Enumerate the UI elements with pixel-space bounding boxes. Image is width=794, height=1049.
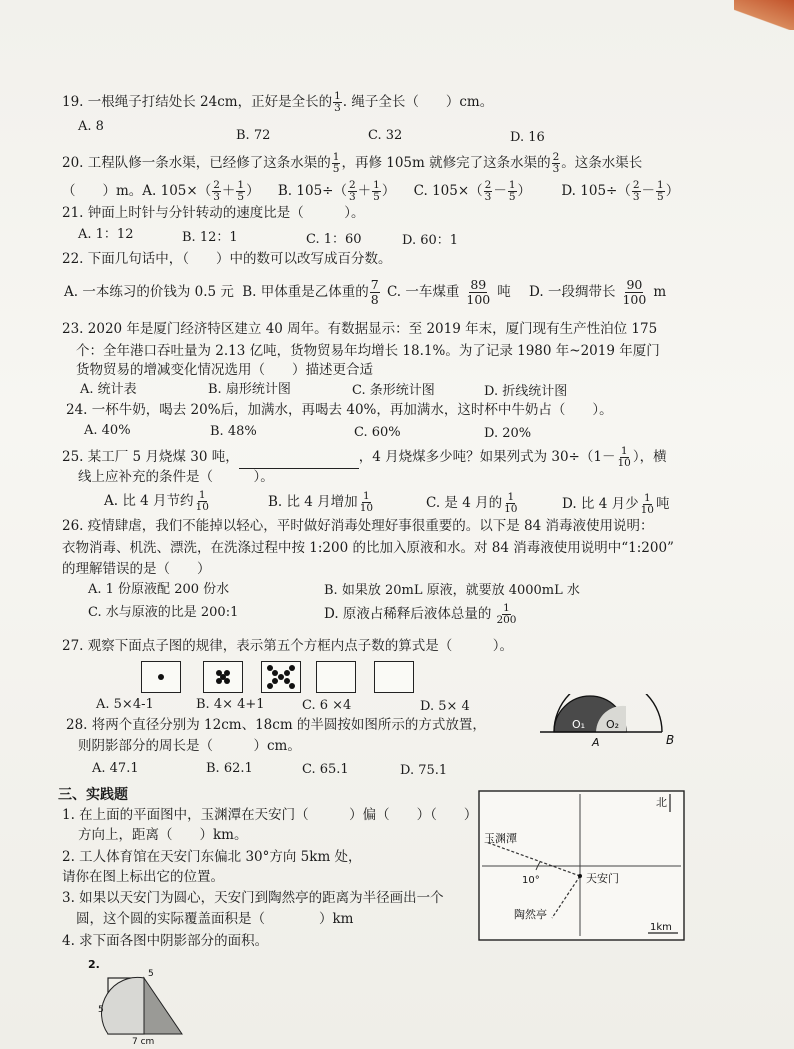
q28-option-d[interactable]: D. 75.1 xyxy=(400,763,448,778)
q28-line1: 28. 将两个直径分别为 12cm、18cm 的半圆按如图所示的方式放置， xyxy=(66,717,486,733)
label-a: A xyxy=(592,736,600,749)
dot xyxy=(289,683,295,689)
q19-option-d[interactable]: D. 16 xyxy=(510,130,545,145)
q27-option-a[interactable]: A. 5×4-1 xyxy=(96,697,154,712)
q27-stem: 27. 观察下面点子图的规律，表示第五个方框内点子数的算式是（ ）。 xyxy=(62,638,514,654)
q24-stem: 24. 一杯牛奶，喝去 20%后，加满水，再喝去 40%，再加满水，这时杯中牛奶占（ ）。 xyxy=(66,402,613,418)
q20-options-line xyxy=(62,180,679,203)
dot xyxy=(272,678,278,684)
q20-option-c[interactable]: C. 105×（ $\frac{2}{3}$ － $\frac{1}{5}$ ） xyxy=(413,179,532,203)
q23-line1: 23. 2020 年是厦门经济特区建立 40 周年。有数据显示：至 2019 年末，厦门现有生产性泊位 175 xyxy=(62,321,658,337)
q20-option-a[interactable]: （ ）m。A. 105×（ $\frac{2}{3}$ ＋ $\frac{1}{5}$ ） xyxy=(62,179,260,203)
dot xyxy=(158,674,164,680)
semicircle-figure xyxy=(536,694,686,750)
q25-line2: 线上应补充的条件是（ ）。 xyxy=(78,469,274,485)
dot xyxy=(216,678,222,684)
q22-options-line xyxy=(64,278,666,307)
q23-option-c[interactable]: C. 条形统计图 xyxy=(352,383,435,398)
angle-label: 10° xyxy=(522,875,540,886)
p4-line: 4. 求下面各图中阴影部分的面积。 xyxy=(62,933,269,949)
dot xyxy=(278,674,284,680)
q26-line2: 衣物消毒、机洗、漂洗，在洗涤过程中按 1:200 的比加入原液和水。对 84 消毒液使用说明中“1:200” xyxy=(62,540,674,556)
shaded-area-figure xyxy=(86,956,196,1044)
q28-option-b[interactable]: B. 62.1 xyxy=(206,761,253,776)
q28-option-a[interactable]: A. 47.1 xyxy=(92,761,139,776)
page-corner-decoration xyxy=(734,0,794,30)
q22-stem: 22. 下面几句话中，（ ）中的数可以改写成百分数。 xyxy=(62,251,392,267)
q21-stem: 21. 钟面上时针与分针转动的速度比是（ ）。 xyxy=(62,205,365,221)
q26-option-a[interactable]: A. 1 份原液配 200 份水 xyxy=(88,582,230,597)
q19-option-c[interactable]: C. 32 xyxy=(368,128,403,143)
q26-option-c[interactable]: C. 水与原液的比是 200:1 xyxy=(88,605,239,620)
q25-option-a[interactable]: A. 比 4 月节约 $\frac{1}{10}$ xyxy=(104,489,209,513)
q26-option-d[interactable]: D. 原液占稀释后液体总量的 $\frac{1}{200}$ xyxy=(324,602,517,626)
dot xyxy=(267,683,273,689)
q21-option-d[interactable]: D. 60：1 xyxy=(402,233,459,248)
q25-option-c[interactable]: C. 是 4 月的 $\frac{1}{10}$ xyxy=(426,491,518,515)
dot-box-4-empty xyxy=(316,661,356,693)
q23-option-d[interactable]: D. 折线统计图 xyxy=(484,384,568,399)
q23-option-a[interactable]: A. 统计表 xyxy=(80,382,137,397)
q28-line2: 则阴影部分的周长是（ ）cm。 xyxy=(78,738,301,754)
bottom-label: 7 cm xyxy=(132,1037,155,1044)
figure-number: 2. xyxy=(88,958,100,971)
q20-option-b[interactable]: B. 105÷（ $\frac{2}{3}$ ＋ $\frac{1}{5}$ ） xyxy=(277,179,396,203)
left-label: 5 xyxy=(98,1005,104,1015)
dot-box-1 xyxy=(141,661,181,693)
q26-line1: 26. 疫情肆虐，我们不能掉以轻心，平时做好消毒处理好事很重要的。以下是 84 消毒液使用说明： xyxy=(62,518,654,534)
q21-option-c[interactable]: C. 1：60 xyxy=(306,232,362,247)
dot xyxy=(284,670,290,676)
north-label: 北 xyxy=(656,796,667,809)
q25-option-d[interactable]: D. 比 4 月少 $\frac{1}{10}$ 吨 xyxy=(562,492,670,516)
label-o1: O₁ xyxy=(572,718,586,731)
p1-line1: 1. 在上面的平面图中，玉渊潭在天安门（ ）偏（ ）（ ） xyxy=(62,807,478,823)
label-b: B xyxy=(666,733,675,747)
q26-line3: 的理解错误的是（ ） xyxy=(62,561,211,577)
dot xyxy=(272,670,278,676)
q23-option-b[interactable]: B. 扇形统计图 xyxy=(208,382,291,397)
dot-box-2 xyxy=(203,661,243,693)
q21-option-b[interactable]: B. 12：1 xyxy=(182,230,238,245)
tiananmen-point xyxy=(578,874,582,878)
p3-line1: 3. 如果以天安门为圆心，天安门到陶然亭的距离为半径画出一个 xyxy=(62,890,444,906)
yuyuantan-label: 玉渊潭 xyxy=(484,832,517,845)
q23-line2: 个：全年港口吞吐量为 2.13 亿吨，货物贸易年均增长 18.1%。为了记录 1980 年~2019 年厦门 xyxy=(76,343,660,359)
p2-line2: 请你在图上标出它的位置。 xyxy=(62,869,224,885)
q19-option-b[interactable]: B. 72 xyxy=(236,128,271,143)
q25-stem: 25. 某工厂 5 月烧煤 30 吨， ，4 月烧煤多少吨？如果列式为 30÷（1－ $\frac{1}{10}$ ），横 xyxy=(62,445,667,469)
q27-option-d[interactable]: D. 5× 4 xyxy=(420,699,470,714)
dot-box-3 xyxy=(261,661,301,693)
tiananmen-label: 天安门 xyxy=(586,872,619,885)
section-title-practice: 三、实践题 xyxy=(58,787,128,803)
q25-answer-blank[interactable] xyxy=(239,454,359,469)
q27-option-b[interactable]: B. 4× 4+1 xyxy=(196,697,265,712)
q26-option-b[interactable]: B. 如果放 20mL 原液，就要放 4000mL 水 xyxy=(324,583,580,598)
q20-stem: 20. 工程队修一条水渠，已经修了这条水渠的 $\frac{1}{5}$ ，再修 105m 就修完了这条水渠的 $\frac{2}{3}$ 。这条水渠长 xyxy=(62,151,643,175)
q24-option-a[interactable]: A. 40% xyxy=(84,423,131,438)
scale-label: 1km xyxy=(650,922,672,933)
dot xyxy=(224,678,230,684)
p2-line1: 2. 工人体育馆在天安门东偏北 30°方向 5km 处， xyxy=(62,849,362,865)
taoranting-label: 陶然亭 xyxy=(514,908,547,921)
q21-option-a[interactable]: A. 1：12 xyxy=(78,227,134,242)
q22-option-d[interactable]: D. 一段绸带长 $\frac{90}{100}$ m xyxy=(529,277,667,307)
p3-line2: 圆，这个圆的实际覆盖面积是（ ）km xyxy=(76,911,354,927)
q19-stem: 19. 一根绳子打结处长 24cm，正好是全长的 $\frac{1}{3}$ . 绳子全长（ ）cm。 xyxy=(62,90,494,114)
q23-line3: 货物贸易的增减变化情况选用（ ）描述更合适 xyxy=(76,362,373,378)
dot-box-5-empty xyxy=(374,661,414,693)
side-label: 5 xyxy=(148,969,154,979)
q24-option-d[interactable]: D. 20% xyxy=(484,426,532,441)
label-o2: O₂ xyxy=(606,718,620,731)
p1-line2: 方向上，距离（ ）km。 xyxy=(78,827,248,843)
q22-option-a[interactable]: A. 一本练习的价钱为 0.5 元 xyxy=(64,284,234,300)
q20-option-d[interactable]: D. 105÷（ $\frac{2}{3}$ － $\frac{1}{5}$ ） xyxy=(561,179,680,203)
q27-option-c[interactable]: C. 6 ×4 xyxy=(302,698,352,713)
map-figure xyxy=(478,790,686,942)
triangle xyxy=(144,978,182,1034)
dot xyxy=(289,665,295,671)
q28-option-c[interactable]: C. 65.1 xyxy=(302,762,349,777)
q19-option-a[interactable]: A. 8 xyxy=(78,119,104,134)
q24-option-b[interactable]: B. 48% xyxy=(210,424,257,439)
q24-option-c[interactable]: C. 60% xyxy=(354,425,401,440)
q22-option-b[interactable]: B. 甲体重是乙体重的 $\frac{7}{8}$ xyxy=(242,277,379,307)
q22-option-c[interactable]: C. 一车煤重 $\frac{89}{100}$ 吨 xyxy=(386,277,511,307)
q25-option-b[interactable]: B. 比 4 月增加 $\frac{1}{10}$ xyxy=(268,490,374,514)
